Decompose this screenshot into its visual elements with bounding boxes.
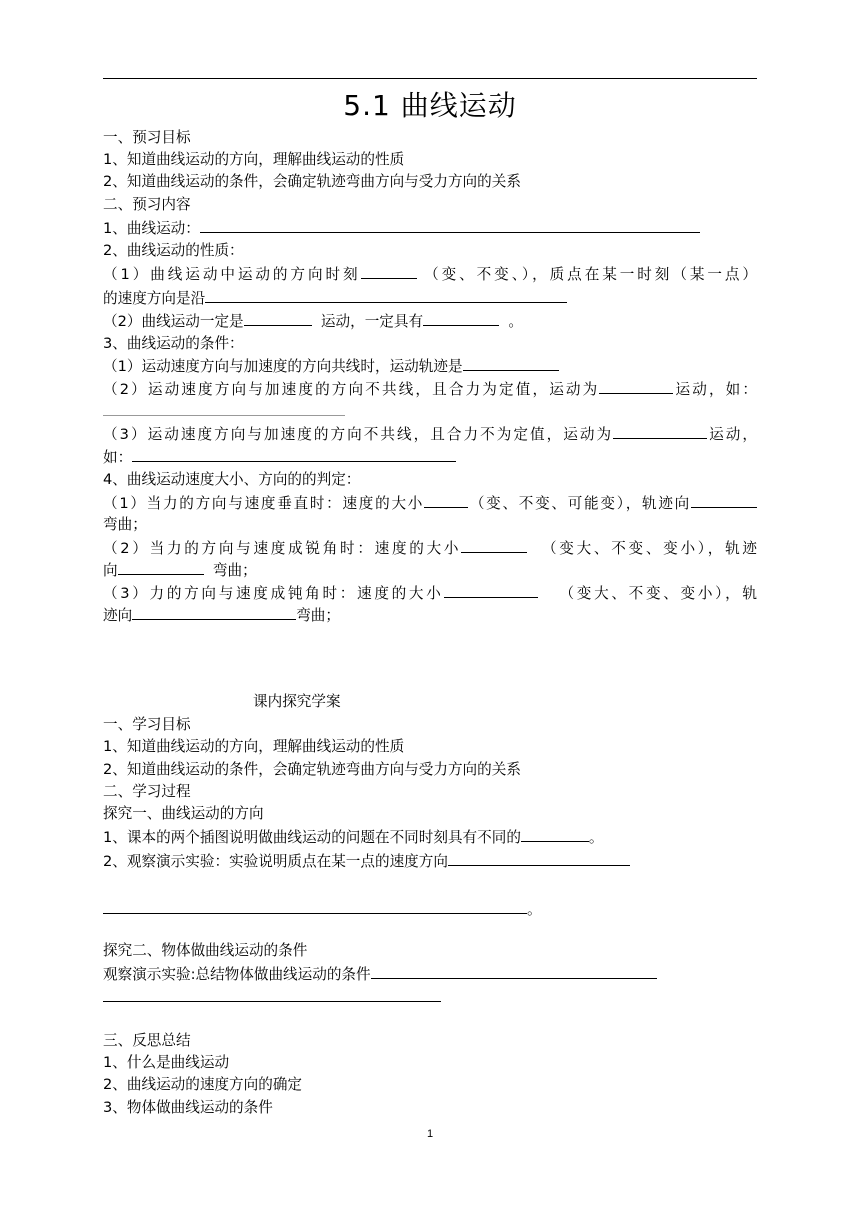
question-2-2-text-b: 运动，一定具有: [320, 313, 424, 330]
question-3-3-text-c: 如：: [103, 449, 133, 466]
summary-heading: 三、反思总结: [103, 1032, 191, 1049]
answer-blank[interactable]: [463, 355, 559, 371]
explore-1-q1-line: [103, 826, 604, 849]
question-4-3-line: [103, 582, 757, 605]
header-rule: [103, 78, 757, 79]
question-2-2-text-c: 。: [508, 313, 523, 330]
answer-blank[interactable]: [599, 378, 673, 394]
question-4-2-text-a: （2）当力的方向与速度成锐角时：速度的大小: [103, 540, 462, 557]
answer-blank[interactable]: [103, 400, 345, 416]
answer-blank[interactable]: [424, 492, 468, 508]
answer-blank[interactable]: [103, 986, 441, 1002]
explore-2-line-2: [103, 986, 441, 1009]
explore-1-q2-line-2: [103, 898, 542, 921]
question-2-1-text-c: 的速度方向是沿: [103, 290, 206, 307]
summary-item-2: 2、曲线运动的速度方向的确定: [103, 1076, 303, 1093]
answer-blank[interactable]: [244, 310, 312, 326]
explore-2-line: [103, 963, 657, 986]
preview-goal-heading: 一、预习目标: [103, 129, 191, 146]
explore-1-heading: 探究一、曲线运动的方向: [103, 805, 264, 822]
question-4-3-line-2: [103, 604, 340, 627]
question-4-1-line: [103, 492, 757, 515]
question-3-3-text-b: 运动，: [707, 426, 757, 443]
answer-blank[interactable]: [371, 963, 657, 979]
answer-blank[interactable]: [132, 604, 296, 620]
answer-blank[interactable]: [103, 898, 527, 914]
page-number: 1: [426, 1128, 434, 1140]
question-3-2-line-2: [103, 400, 345, 423]
answer-blank[interactable]: [423, 310, 499, 326]
question-2-2-line: [103, 310, 523, 333]
answer-blank[interactable]: [132, 446, 456, 462]
answer-blank[interactable]: [200, 217, 700, 233]
class-goal-heading: 一、学习目标: [103, 716, 191, 733]
explore-1-q2-end: 。: [527, 901, 542, 918]
question-3-3-line: [103, 423, 757, 446]
question-2-1-text-b: （变、不变、），质点在某一时刻（某一点）: [424, 266, 757, 283]
explore-1-q2-line: [103, 850, 630, 873]
explore-2-text: 观察演示实验:总结物体做曲线运动的条件: [103, 966, 371, 983]
question-4-2-text-b: （变大、不变、变小），轨迹: [541, 540, 758, 557]
question-3-3-line-2: [103, 446, 456, 469]
question-3-1-text: （1）运动速度方向与加速度的方向共线时，运动轨迹是: [103, 358, 463, 375]
question-4-3-text-b: （变大、不变、变小），轨: [559, 585, 758, 602]
explore-1-q2-text: 2、观察演示实验：实验说明质点在某一点的速度方向: [103, 853, 448, 870]
explore-1-q1-end: 。: [588, 829, 604, 846]
question-2-text: 2、曲线运动的性质：: [103, 242, 244, 259]
question-4-2-text-d: 弯曲；: [212, 562, 257, 579]
classwork-heading: 课内探究学案: [253, 693, 341, 710]
question-3-2-text-b: 运动，如：: [673, 381, 757, 398]
summary-item-3: 3、物体做曲线运动的条件: [103, 1099, 273, 1116]
class-goal-1: 1、知道曲线运动的方向，理解曲线运动的性质: [103, 738, 405, 755]
summary-item-1: 1、什么是曲线运动: [103, 1054, 230, 1071]
answer-blank[interactable]: [444, 582, 538, 598]
question-2-1-line-2: [103, 287, 567, 310]
process-heading: 二、学习过程: [103, 783, 191, 800]
class-goal-2: 2、知道曲线运动的条件，会确定轨迹弯曲方向与受力方向的关系: [103, 761, 521, 778]
question-4-3-text-c: 迹向: [103, 607, 133, 624]
answer-blank[interactable]: [448, 850, 630, 866]
question-4-2-line: [103, 537, 757, 560]
answer-blank[interactable]: [691, 492, 757, 508]
answer-blank[interactable]: [205, 287, 567, 303]
question-3-1-line: [103, 355, 559, 378]
preview-goal-2: 2、知道曲线运动的条件，会确定轨迹弯曲方向与受力方向的关系: [103, 173, 521, 190]
question-2-2-text-a: （2）曲线运动一定是: [103, 313, 244, 330]
question-4-3-text-a: （3）力的方向与速度成钝角时：速度的大小: [103, 585, 444, 602]
question-4-1-text-c: 弯曲；: [103, 516, 147, 533]
answer-blank[interactable]: [118, 559, 204, 575]
question-2-1-line: [103, 263, 757, 286]
question-4-1-text-b: （变、不变、可能变），轨迹向: [468, 495, 691, 512]
question-1-line: [103, 217, 700, 240]
answer-blank[interactable]: [613, 423, 707, 439]
question-3-2-line: [103, 378, 757, 401]
question-4-text: 4、曲线运动速度大小、方向的的判定：: [103, 471, 361, 488]
answer-blank[interactable]: [361, 263, 417, 279]
explore-1-q1-text: 1、课本的两个插图说明做曲线运动的问题在不同时刻具有不同的: [103, 829, 521, 846]
answer-blank[interactable]: [461, 537, 527, 553]
preview-goal-1: 1、知道曲线运动的方向，理解曲线运动的性质: [103, 151, 405, 168]
preview-content-heading: 二、预习内容: [103, 196, 191, 213]
question-3-text: 3、曲线运动的条件：: [103, 335, 244, 352]
question-4-1-text-a: （1）当力的方向与速度垂直时：速度的大小: [103, 495, 425, 512]
question-3-3-text-a: （3）运动速度方向与加速度的方向不共线，且合力不为定值，运动为: [103, 426, 614, 443]
answer-blank[interactable]: [521, 826, 589, 842]
question-2-1-text-a: （1）曲线运动中运动的方向时刻: [103, 266, 361, 283]
question-1-text: 1、曲线运动：: [103, 220, 200, 237]
page-title: 5.1 曲线运动: [343, 89, 517, 122]
question-4-3-text-d: 弯曲；: [296, 607, 340, 624]
explore-2-heading: 探究二、物体做曲线运动的条件: [103, 942, 308, 959]
question-4-2-text-c: 向: [103, 562, 118, 579]
question-3-2-text-a: （2）运动速度方向与加速度的方向不共线，且合力为定值，运动为: [103, 381, 600, 398]
question-4-2-line-2: [103, 559, 257, 582]
